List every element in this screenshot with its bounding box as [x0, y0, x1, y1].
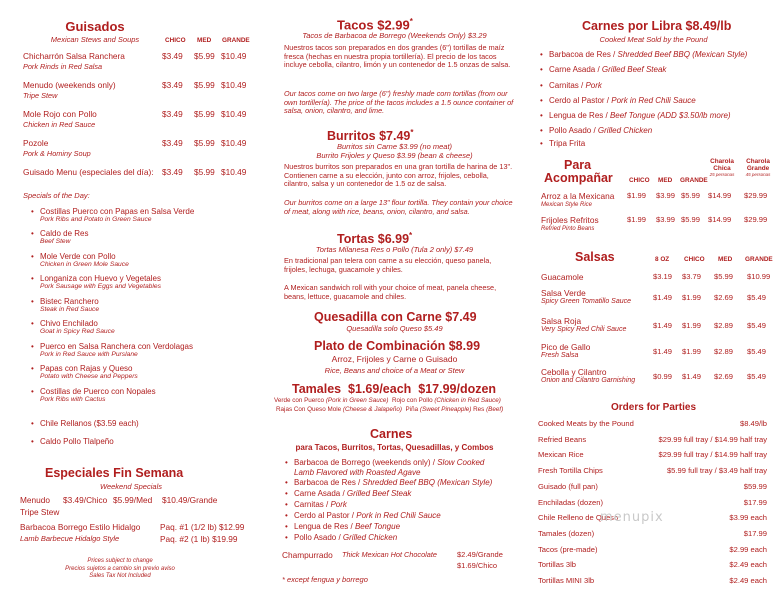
combinacion-sub: Rice, Beans and choice of a Meat or Stew [324, 366, 465, 375]
tamal-verde-desc: (Pork in Green Sauce) [325, 397, 389, 404]
tamal-pina: Piña [405, 406, 419, 413]
special-desc: Potato with Cheese and Peppers [40, 373, 138, 380]
tacos-desc-en: Our tacos come on two large (6") freshly made corn tortillas (from our own tortillería). The price of the tacos includes a 1.5 ounce container of salsa, onion, cilantro, and lime. [284, 89, 514, 116]
carnes-title: Carnes [370, 427, 413, 441]
salsa-price: $2.69 [714, 372, 734, 381]
special-name: • Caldo Pollo Tlalpeño [40, 437, 114, 446]
salsa-desc: Fresh Salsa [541, 352, 579, 359]
party-item-price: $2.99 each [729, 544, 767, 554]
libra-name: Pollo Asado / [549, 126, 598, 135]
guisado-price-grande: $10.49 [221, 51, 247, 61]
menudo-grande: $10.49/Grande [162, 495, 218, 505]
party-item-price: $3.99 each [729, 513, 767, 523]
acomp-price: $5.99 [681, 191, 701, 200]
salsa-col-med: MED [718, 256, 733, 263]
tamal-pina-desc: (Sweet Pineapple) [419, 406, 472, 413]
price-notes [60, 558, 180, 581]
libra-name: Carnitas / [549, 81, 586, 90]
carne-item [294, 458, 484, 467]
salsa-desc: Very Spicy Red Chili Sauce [541, 326, 627, 333]
guisado-price-grande: $10.49 [221, 80, 247, 90]
col-grande: GRANDE [222, 37, 250, 44]
carne-name: Carne Asada / [294, 489, 347, 498]
menudo-chico: $3.49/Chico [63, 495, 108, 505]
tacos-star: * [409, 17, 413, 26]
burritos-desc-es: Nuestros burritos son preparados en una gran tortilla de harina de 13". Contienen carne a su elección, junto con arroz, frijoles, cebolla, cilantro, salsa y un contenedor de 1.5 oz de salsa. [284, 162, 513, 189]
guisado-price-grande: $10.49 [221, 167, 247, 177]
salsa-price: $1.49 [682, 372, 702, 381]
acomp-col-grande: GRANDE [680, 177, 708, 184]
acomp-price: $3.99 [656, 191, 676, 200]
guisado-name: Pozole [23, 138, 49, 148]
barbacoa-paq1: Paq. #1 (1/2 lb) $12.99 [160, 522, 245, 532]
tamales-line2 [276, 406, 503, 413]
salsa-desc: Onion and Cilantro Garnishing [541, 377, 636, 384]
special-name: • Puerco en Salsa Ranchera con Verdolagas [40, 342, 193, 351]
barbacoa-desc: Lamb Barbecue Hidalgo Style [20, 534, 120, 543]
acomp-col-charola-grande [739, 158, 777, 177]
salsa-price: $1.49 [653, 293, 673, 302]
salsa-name: Salsa Verde [541, 288, 586, 298]
guisado-desc: Pork & Hominy Soup [23, 149, 91, 158]
carne-desc: Grilled Beef Steak [346, 489, 412, 498]
carne-item [294, 533, 397, 542]
guisado-price-chico: $3.49 [162, 138, 183, 148]
party-item-name: Mexican Rice [538, 450, 584, 460]
libra-item [549, 81, 602, 90]
carne-item [294, 511, 441, 520]
charola-chica-l1: Charola [710, 158, 734, 165]
special-name: • Papas con Rajas y Queso [40, 364, 133, 373]
party-item-price: $17.99 [743, 497, 767, 507]
tacos-title-text: Tacos $2.99 [337, 17, 410, 33]
tamal-res: Res [473, 406, 485, 413]
special-name: • Costillas de Puerco con Nopales [40, 387, 156, 396]
carne-desc: Pork in Red Chili Sauce [356, 511, 441, 520]
tortas-desc-es: En tradicional pan telera con carne a su elección, queso panela, frijoles, lechuga, guacamole y chiles. [284, 256, 492, 274]
special-name: • Costillas Puerco con Papas en Salsa Verde [40, 207, 194, 216]
guisado-desc: Pork Rinds in Red Salsa [23, 62, 103, 71]
champurrado-desc: Thick Mexican Hot Chocolate [342, 550, 437, 559]
charola-chica-l3: 25 personas [709, 172, 735, 177]
libra-name: Lengua de Res / [549, 111, 610, 120]
acomp-desc: Refried Pinto Beans [541, 226, 595, 232]
tortas-title-text: Tortas $6.99 [337, 232, 410, 247]
tamal-rojo-desc: (Chicken in Red Sauce) [434, 397, 501, 404]
col-chico: CHICO [165, 37, 186, 44]
carne-item [294, 489, 411, 498]
salsa-price: $1.99 [682, 347, 702, 356]
guisado-price-med: $5.99 [194, 109, 215, 119]
special-desc: Beef Stew [40, 238, 71, 245]
guisado-name: Guisado Menu (especiales del día): [23, 167, 154, 177]
por-libra-subtitle: Cooked Meat Sold by the Pound [599, 35, 708, 44]
special-desc: Pork Ribs with Cactus [40, 396, 106, 403]
carnes-subtitle: para Tacos, Burritos, Tortas, Quesadillas, y Combos [295, 443, 494, 452]
note-3: Sales Tax Not Included [89, 573, 151, 579]
champurrado-price-chico: $1.69/Chico [457, 561, 498, 570]
carne-desc: Pork [330, 500, 347, 509]
libra-desc: Pork [585, 81, 602, 90]
salsa-price: $10.99 [747, 272, 771, 281]
specials-title: Specials of the Day: [23, 191, 90, 200]
salsa-name: Cebolla y Cilantro [541, 367, 607, 377]
party-item-price: $29.99 full tray / $14.99 half tray [658, 434, 767, 444]
carnes-footnote: * except fengua y borrego [282, 575, 368, 584]
main-menu-column [262, 0, 527, 602]
salsa-name: Pico de Gallo [541, 342, 591, 352]
guisado-desc: Chicken in Red Sauce [23, 120, 96, 129]
champurrado-price-grande: $2.49/Grande [457, 550, 503, 559]
champurrado-name: Champurrado [282, 550, 333, 560]
party-item-name: Chile Relleno de Queso [538, 513, 619, 523]
guisados-column [0, 0, 262, 602]
tortas-sub: Tortas Milanesa Res o Pollo (Tula 2 only) $7.49 [315, 245, 474, 254]
party-item-price: $29.99 full tray / $14.99 half tray [658, 450, 767, 460]
acomp-desc: Mexican Style Rice [541, 202, 593, 208]
party-item-name: Tortillas MINI 3lb [538, 576, 595, 585]
carne-item [294, 478, 492, 487]
acomp-price: $14.99 [708, 215, 732, 224]
charola-grande-l2: Grande [746, 165, 770, 172]
tamal-rajas-desc: (Cheese & Jalapeño) [342, 406, 403, 413]
carne-desc: Lamb Flavored with Roasted Agave [294, 468, 421, 477]
special-desc: Goat in Spicy Red Sauce [40, 328, 115, 335]
tamales-line1 [274, 397, 501, 404]
tacos-subtitle: Tacos de Barbacoa de Borrego (Weekends Only) $3.29 [302, 31, 487, 40]
barbacoa-paq2: Paq. #2 (1 lb) $19.99 [160, 534, 238, 544]
carne-name: Carnitas / [294, 500, 331, 509]
libra-name: Barbacoa de Res / [549, 50, 618, 59]
menudo-desc: Tripe Stew [20, 507, 60, 517]
carne-desc: Shredded Beef BBQ (Mexican Style) [362, 478, 493, 487]
salsa-price: $5.49 [747, 321, 767, 330]
libra-desc: Shredded Beef BBQ (Mexican Style) [617, 50, 748, 59]
special-name: • Chile Rellanos ($3.59 each) [40, 419, 139, 428]
guisado-price-med: $5.99 [194, 80, 215, 90]
libra-desc: Grilled Chicken [597, 126, 653, 135]
guisado-price-med: $5.99 [194, 138, 215, 148]
acomp-col-charola-chica [704, 158, 740, 177]
libra-name: Carne Asada / [549, 65, 602, 74]
special-name: • Chivo Enchilado [40, 319, 98, 328]
combinacion-line: Arroz, Frijoles y Carne o Guisado [331, 354, 458, 364]
guisado-desc: Tripe Stew [23, 91, 58, 100]
tamal-rojo: Rojo con Pollo [391, 397, 433, 404]
party-item-name: Cooked Meats by the Pound [538, 419, 634, 428]
party-item-name: Fresh Tortilla Chips [538, 466, 603, 476]
por-libra-title: Carnes por Libra $8.49/lb [582, 19, 732, 33]
guisado-name: Chicharrón Salsa Ranchera [23, 51, 125, 61]
salsa-price: $1.49 [653, 321, 673, 330]
party-item-name: Tamales (dozen) [538, 528, 595, 538]
guisados-title: Guisados [65, 19, 125, 34]
acomp-price: $29.99 [744, 191, 768, 200]
charola-grande-l3: 45 personas [745, 172, 771, 177]
special-desc: Steak in Red Sauce [40, 306, 100, 313]
guisado-price-chico: $3.49 [162, 167, 183, 177]
tortas-desc-en: A Mexican sandwich roll with your choice of meat, panela cheese, beans, lettuce, guacamole and chiles. [284, 283, 497, 301]
party-item-name: Refried Beans [538, 434, 587, 444]
guisados-subtitle: Mexican Stews and Soups [50, 35, 140, 44]
guisado-price-chico: $3.49 [162, 109, 183, 119]
charola-chica-l2: Chica [713, 165, 731, 172]
party-item-price: $2.49 each [729, 576, 767, 585]
salsa-price: $5.49 [747, 372, 767, 381]
tamal-res-desc: (Beef) [486, 406, 504, 413]
burritos-sub1: Burritos sin Carne $3.99 (no meat) [336, 142, 453, 151]
burritos-title [327, 128, 414, 143]
note-2: Precios sujetos a cambio sin previo aviso [65, 565, 175, 572]
acomp-price: $1.99 [627, 215, 647, 224]
carne-name: Cerdo al Pastor / [294, 511, 357, 520]
salsa-price: $3.19 [653, 272, 673, 281]
acomp-price: $5.99 [681, 215, 701, 224]
special-desc: Pork Ribs and Potato in Green Sauce [40, 216, 152, 223]
guisado-name: Mole Rojo con Pollo [23, 109, 97, 119]
tortas-star: * [409, 231, 413, 240]
libra-item [549, 65, 666, 74]
salsa-col-chico: CHICO [684, 256, 705, 263]
libra-item [549, 111, 731, 120]
carne-item [294, 468, 420, 477]
salsa-name: Guacamole [541, 272, 584, 282]
carne-item [294, 500, 347, 509]
acomp-price: $3.99 [656, 215, 676, 224]
quesadilla-title: Quesadilla con Carne $7.49 [314, 310, 477, 324]
acomp-price: $1.99 [627, 191, 647, 200]
acompanar-title-1: Para [564, 158, 592, 172]
party-item-price: $2.49 each [729, 560, 767, 570]
libra-name: Cerdo al Pastor / [549, 96, 612, 105]
tamales-title: Tamales $1.69/each $17.99/dozen [292, 382, 497, 396]
party-item-price: $8.49/lb [739, 419, 767, 428]
acomp-col-chico: CHICO [629, 177, 650, 184]
carne-desc: Grilled Chicken [342, 533, 398, 542]
menudo-name: Menudo [20, 495, 50, 505]
salsa-price: $3.79 [682, 272, 702, 281]
special-name: • Caldo de Res [40, 229, 88, 238]
special-name: • Bistec Ranchero [40, 297, 99, 306]
libra-desc: Grilled Beef Steak [601, 65, 667, 74]
acomp-col-med: MED [658, 177, 673, 184]
salsa-price: $2.89 [714, 321, 734, 330]
special-desc: Pork Sausage with Eggs and Vegetables [40, 283, 161, 290]
fin-semana-title: Especiales Fin Semana [45, 466, 184, 480]
party-item-price: $59.99 [743, 481, 767, 491]
tortas-title [337, 231, 412, 246]
libra-item [549, 50, 747, 59]
guisado-price-med: $5.99 [194, 51, 215, 61]
libra-item [549, 96, 696, 105]
salsa-price: $1.99 [682, 293, 702, 302]
party-item-name: Tacos (pre-made) [538, 544, 598, 554]
special-name: • Mole Verde con Pollo [40, 252, 116, 261]
party-item-name: Tortillas 3lb [538, 560, 576, 570]
fin-semana-subtitle: Weekend Specials [100, 482, 162, 491]
salsas-title: Salsas [575, 250, 615, 264]
tamal-rajas: Rajas Con Queso Mole [276, 406, 342, 413]
salsa-price: $5.49 [747, 293, 767, 302]
acomp-name: Arroz a la Mexicana [541, 191, 615, 201]
burritos-sub2: Burrito Frijoles y Queso $3.99 (bean & cheese) [316, 151, 473, 160]
col-med: MED [197, 37, 212, 44]
carne-name: Pollo Asado / [294, 533, 343, 542]
quesadilla-sub: Quesadilla solo Queso $5.49 [346, 324, 443, 333]
acomp-name: Frijoles Refritos [541, 215, 599, 225]
libra-desc: Beef Tongue (ADD $3.50/lb more) [609, 111, 731, 120]
tamal-verde: Verde con Puerco [274, 397, 325, 404]
charola-grande-l1: Charola [746, 158, 770, 165]
guisado-price-chico: $3.49 [162, 80, 183, 90]
menupix-watermark: menupix [600, 510, 664, 525]
carne-desc: Beef Tongue [354, 522, 401, 531]
guisado-price-grande: $10.49 [221, 109, 247, 119]
carne-name: Barbacoa de Res / [294, 478, 363, 487]
tacos-desc-es: Nuestros tacos son preparados en dos grandes (6") tortillas de maíz fresca (hechas en nuestra propia tortillería). El precio de los tacos incluye cebolla, cilantro, limón y un contenedor de 1.5 onzas de salsa. [284, 43, 511, 70]
guisado-price-chico: $3.49 [162, 51, 183, 61]
salsa-price: $5.49 [747, 347, 767, 356]
carne-name: Lengua de Res / [294, 522, 355, 531]
party-item-price: $17.99 [743, 528, 767, 538]
salsa-price: $1.49 [653, 347, 673, 356]
carne-item [294, 522, 400, 531]
salsa-col-8oz: 8 OZ [655, 256, 670, 263]
special-name: • Longaniza con Huevo y Vegetales [40, 274, 161, 283]
libra-desc: Pork in Red Chili Sauce [611, 96, 696, 105]
party-item-price: $5.99 full tray / $3.49 half tray [666, 466, 767, 476]
special-desc: Pork in Red Sauce with Purslane [40, 351, 138, 358]
burritos-title-text: Burritos $7.49 [327, 129, 411, 144]
guisado-price-med: $5.99 [194, 167, 215, 177]
barbacoa-name: Barbacoa Borrego Estilo Hidalgo [20, 522, 141, 532]
party-item-name: Enchiladas (dozen) [538, 497, 604, 507]
parties-title: Orders for Parties [611, 402, 697, 413]
special-desc: Chicken in Green Mole Sauce [40, 261, 129, 268]
libra-item [549, 126, 652, 135]
guisado-name: Menudo (weekends only) [23, 80, 116, 90]
menudo-med: $5.99/Med [113, 495, 153, 505]
salsa-price: $0.99 [653, 372, 673, 381]
party-item-name: Guisado (full pan) [538, 481, 598, 491]
salsa-col-grande: GRANDE [745, 256, 773, 263]
acomp-price: $29.99 [744, 215, 768, 224]
carne-name: Barbacoa de Borrego (weekends only) / [294, 458, 438, 467]
salsa-price: $2.69 [714, 293, 734, 302]
combinacion-title: Plato de Combinación $8.99 [314, 339, 481, 353]
acompanar-title-2: Acompañar [544, 171, 613, 185]
libra-name: Tripa Frita [549, 139, 586, 148]
salsa-name: Salsa Roja [541, 316, 582, 326]
libra-item [549, 139, 585, 148]
salsa-price: $2.89 [714, 347, 734, 356]
acomp-price: $14.99 [708, 191, 732, 200]
salsa-price: $5.99 [714, 272, 734, 281]
guisado-price-grande: $10.49 [221, 138, 247, 148]
burritos-desc-en: Our burritos come on a large 13" flour tortilla. They contain your choice of meat, along with rice, beans, onion, cilantro, and salsa. [284, 198, 513, 216]
carne-desc: Slow Cooked [437, 458, 485, 467]
salsa-desc: Spicy Green Tomatillo Sauce [541, 298, 632, 305]
burritos-star: * [410, 128, 414, 137]
note-1: Prices subject to change [87, 558, 153, 564]
salsa-price: $1.99 [682, 321, 702, 330]
